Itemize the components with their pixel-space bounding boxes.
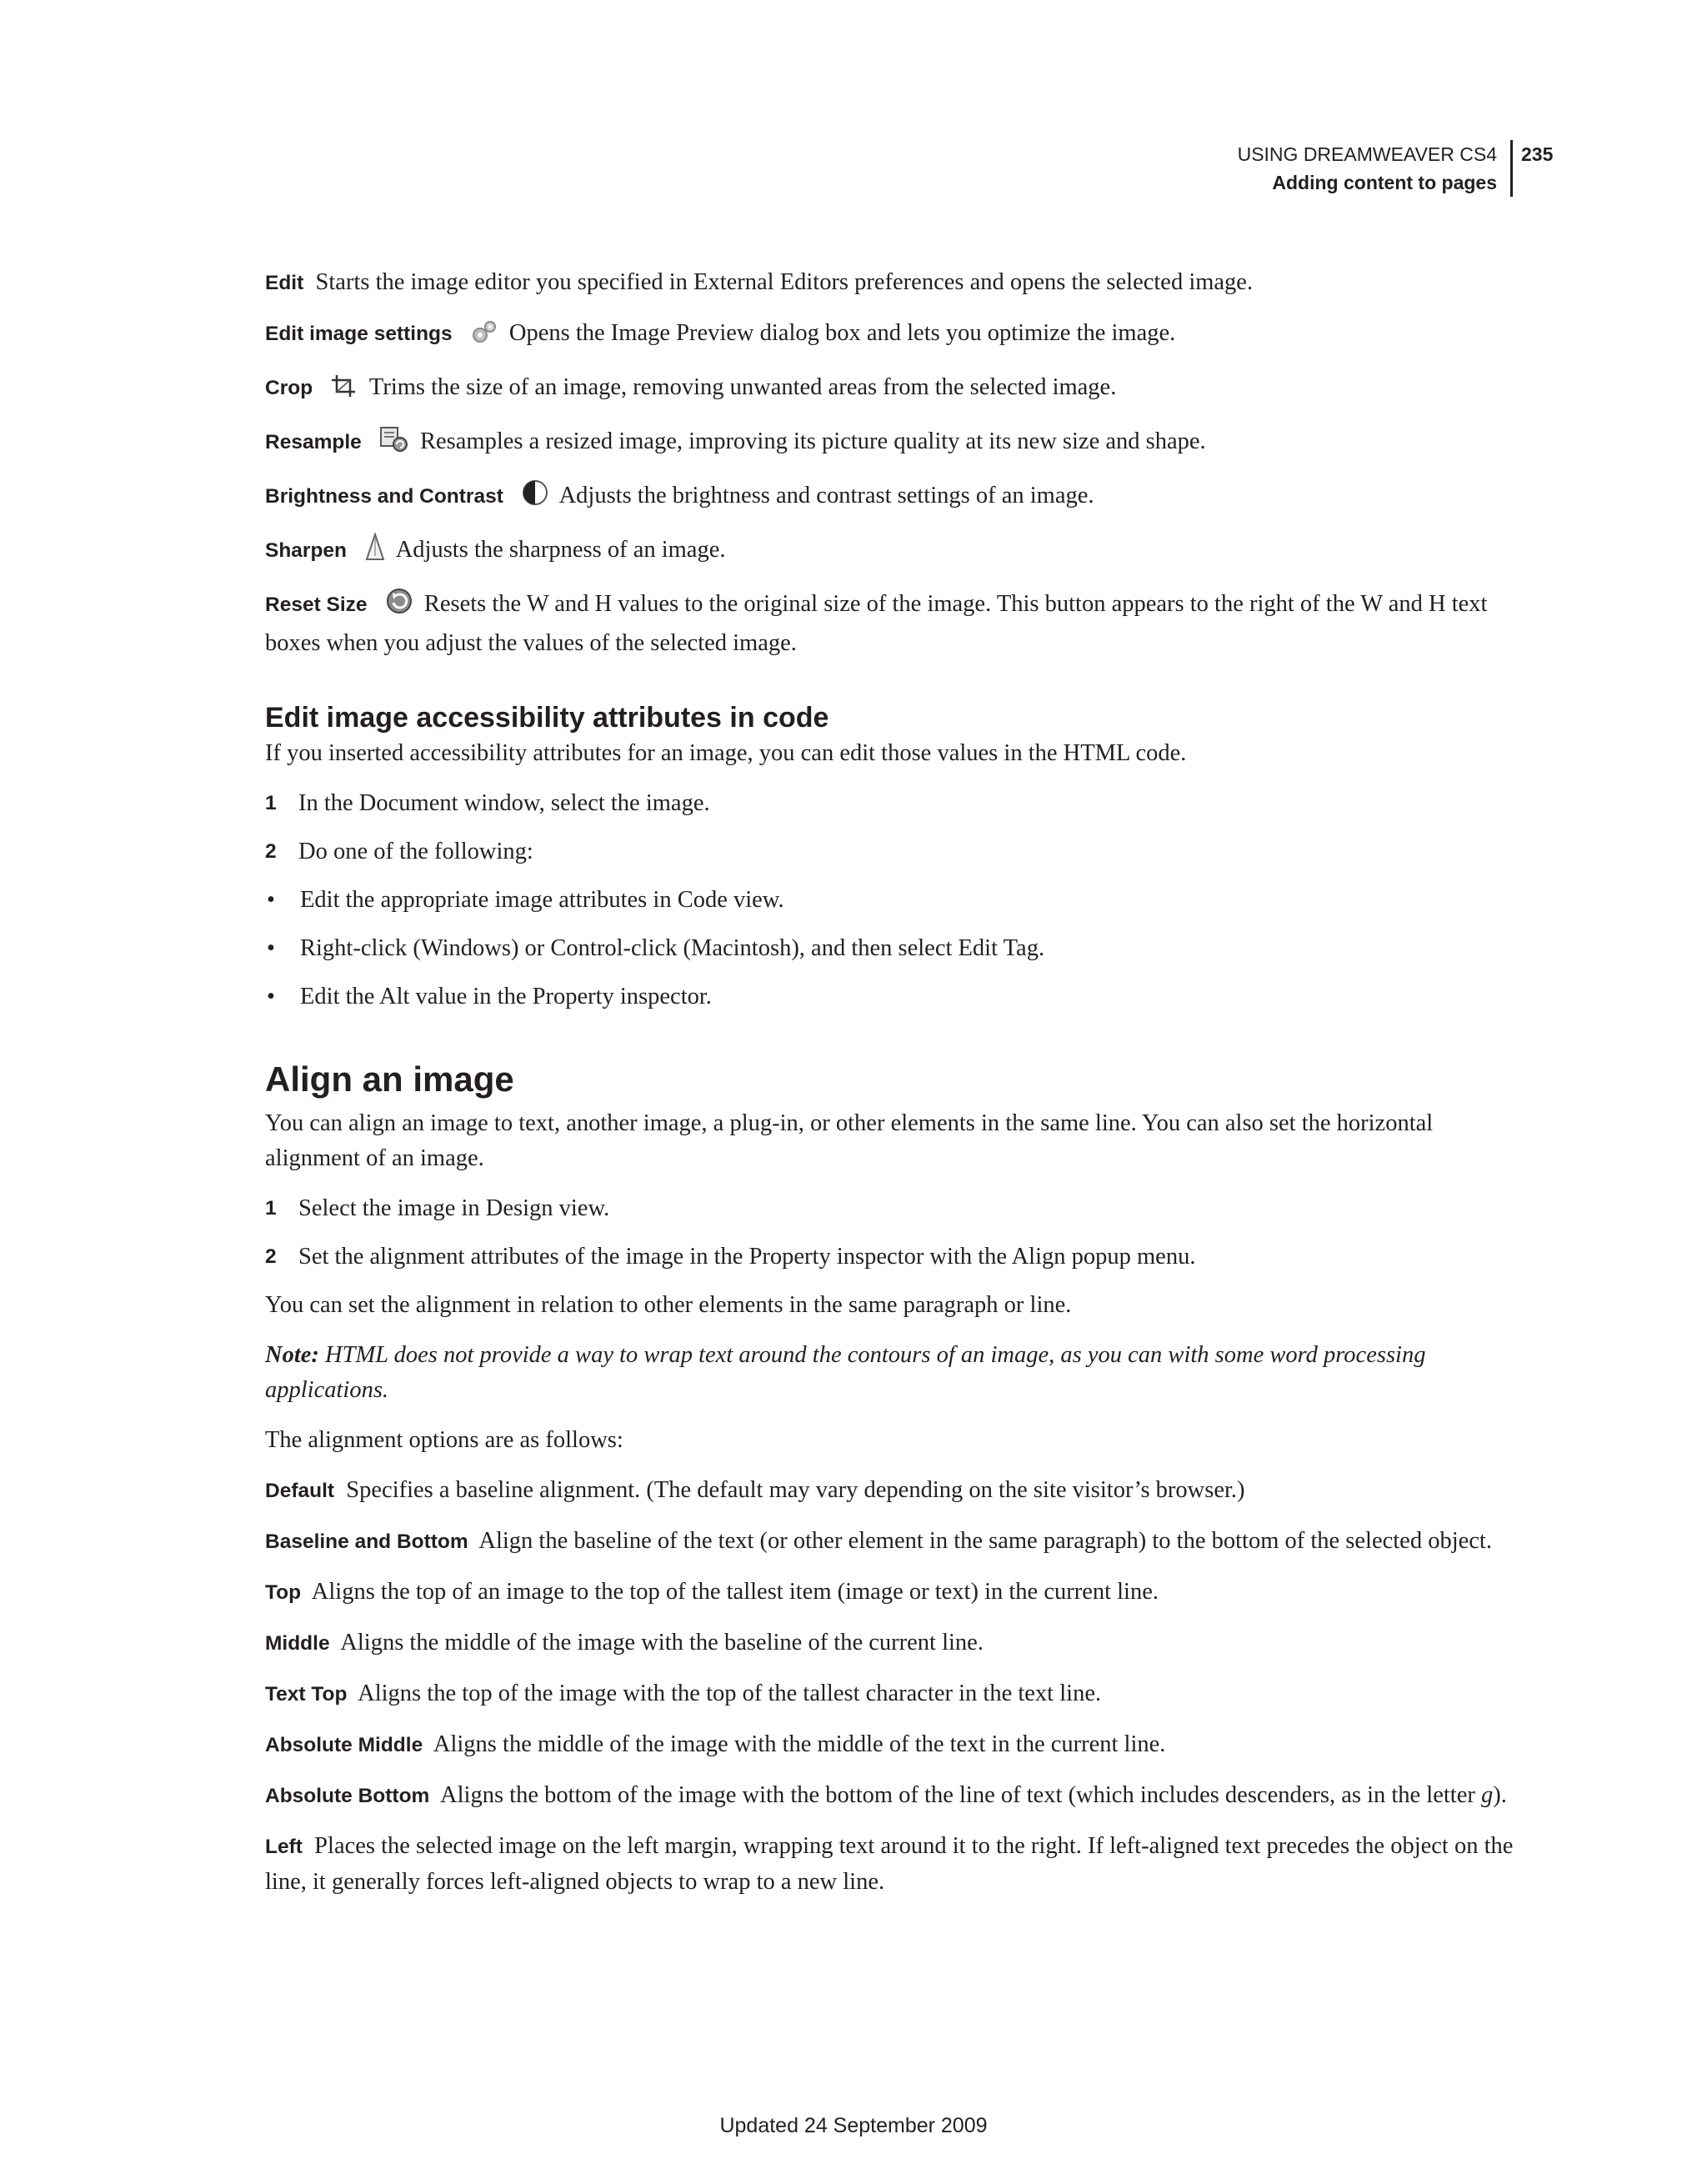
term-crop: Crop [265,377,313,399]
desc-absolute-bottom-end: ). [1493,1782,1507,1808]
accessibility-step-2 [265,834,1515,869]
term-absolute-middle: Absolute Middle [265,1734,423,1756]
reset-size-icon [385,587,413,626]
align-step-2 [265,1240,1515,1275]
option-baseline-bottom [265,1524,1515,1560]
bullet-text: Edit the appropriate image attributes in Code view. [300,887,784,913]
bullet-text: Right-click (Windows) or Control-click (Macintosh), and then select Edit Tag. [300,935,1045,961]
align-step-1 [265,1191,1515,1226]
desc-crop: Trims the size of an image, removing unwanted areas from the selected image. [368,374,1117,400]
align-intro: You can align an image to text, another image, a plug-in, or other elements in the same line. You can also set the horizontal alignment of an image. [265,1110,1434,1171]
sharpen-icon [364,533,386,572]
running-header [1084,140,1514,197]
desc-left: Places the selected image on the left margin, wrapping text around it to the right. If left-aligned text precedes the object on the line, it generally forces left-aligned objects to wrap to a new line. [265,1833,1514,1895]
term-resample: Resample [265,431,362,453]
term-reset-size: Reset Size [265,594,368,616]
bullet-marker: • [267,887,275,913]
footer-updated: Updated 24 September 2009 [719,2114,988,2137]
align-options-intro: The alignment options are as follows: [265,1427,623,1453]
resample-icon [379,426,409,463]
book-title: USING DREAMWEAVER CS4 [1237,143,1497,165]
entry-crop [265,370,1515,409]
step-number: 1 [265,792,277,814]
accessibility-intro: If you inserted accessibility attributes for an image, you can edit those values in the HTML code. [265,740,1187,766]
entry-edit [265,265,1515,301]
entry-reset-size [265,587,1515,661]
note-label: Note: [265,1342,319,1368]
desc-absolute-bottom: Aligns the bottom of the image with the bottom of the line of text (which includes descenders, as in the letter [440,1782,1481,1808]
desc-resample: Resamples a resized image, improving its picture quality at its new size and shape. [420,428,1206,454]
bullet-marker: • [267,984,275,1009]
step-text: Select the image in Design view. [298,1195,610,1221]
option-default [265,1473,1515,1509]
desc-baseline-bottom: Align the baseline of the text (or other element in the same paragraph) to the bottom of the selected object. [478,1528,1492,1554]
accessibility-bullet-2 [265,931,1515,966]
option-left [265,1829,1515,1900]
crop-icon [330,373,358,409]
page-content [265,265,1515,1900]
desc-default: Specifies a baseline alignment. (The default may vary depending on the site visitor’s browser.) [346,1477,1245,1503]
option-top [265,1575,1515,1610]
term-brightness-contrast: Brightness and Contrast [265,485,503,508]
bullet-marker: • [267,935,275,961]
bullet-text: Edit the Alt value in the Property inspector. [300,984,712,1009]
accessibility-heading: Edit image accessibility attributes in code [265,702,829,734]
entry-sharpen [265,533,1515,572]
desc-reset-size: Resets the W and H values to the original size of the image. This button appears to the right of the W and H text boxes when you adjust the values of the selected image. [265,591,1488,656]
align-heading: Align an image [265,1059,514,1099]
option-text-top [265,1676,1515,1712]
page-number: 235 [1521,143,1554,165]
align-relation-text: You can set the alignment in relation to other elements in the same paragraph or line. [265,1292,1072,1318]
step-text: Set the alignment attributes of the image in the Property inspector with the Align popup menu. [298,1244,1196,1270]
option-absolute-bottom [265,1778,1515,1814]
desc-absolute-bottom-italic: g [1480,1782,1494,1808]
step-number: 1 [265,1197,277,1220]
entry-resample [265,424,1515,463]
accessibility-bullet-1 [265,883,1515,918]
term-sharpen: Sharpen [265,539,348,562]
step-text: Do one of the following: [298,839,533,864]
brightness-contrast-icon [521,478,549,518]
term-top: Top [265,1581,302,1604]
desc-sharpen: Adjusts the sharpness of an image. [395,537,726,563]
term-edit-image-settings: Edit image settings [265,323,453,345]
desc-middle: Aligns the middle of the image with the baseline of the current line. [340,1630,984,1656]
term-default: Default [265,1480,335,1502]
step-text: In the Document window, select the image. [298,790,710,816]
step-number: 2 [265,1245,277,1268]
desc-text-top: Aligns the top of the image with the top of the tallest character in the text line. [358,1681,1102,1706]
option-absolute-middle [265,1727,1515,1763]
entry-brightness-contrast [265,478,1515,518]
note-text: HTML does not provide a way to wrap text around the contours of an image, as you can with some word processing applications. [265,1342,1426,1403]
accessibility-bullet-3 [265,979,1515,1014]
header-divider [1510,140,1513,197]
align-note [265,1338,1515,1408]
term-left: Left [265,1836,303,1858]
desc-brightness-contrast: Adjusts the brightness and contrast settings of an image. [558,483,1094,508]
gears-icon [470,319,498,355]
desc-edit-image-settings: Opens the Image Preview dialog box and lets you optimize the image. [508,320,1176,346]
section-title: Adding content to pages [1272,172,1497,193]
step-number: 2 [265,840,277,863]
desc-edit: Starts the image editor you specified in External Editors preferences and opens the selected image. [315,269,1254,295]
term-edit: Edit [265,272,304,294]
term-text-top: Text Top [265,1683,348,1706]
accessibility-step-1 [265,786,1515,821]
option-middle [265,1625,1515,1661]
term-absolute-bottom: Absolute Bottom [265,1785,430,1807]
term-baseline-bottom: Baseline and Bottom [265,1530,468,1553]
term-middle: Middle [265,1632,330,1655]
entry-edit-image-settings [265,316,1515,355]
desc-top: Aligns the top of an image to the top of the tallest item (image or text) in the current line. [311,1579,1159,1605]
desc-absolute-middle: Aligns the middle of the image with the middle of the text in the current line. [433,1731,1166,1757]
